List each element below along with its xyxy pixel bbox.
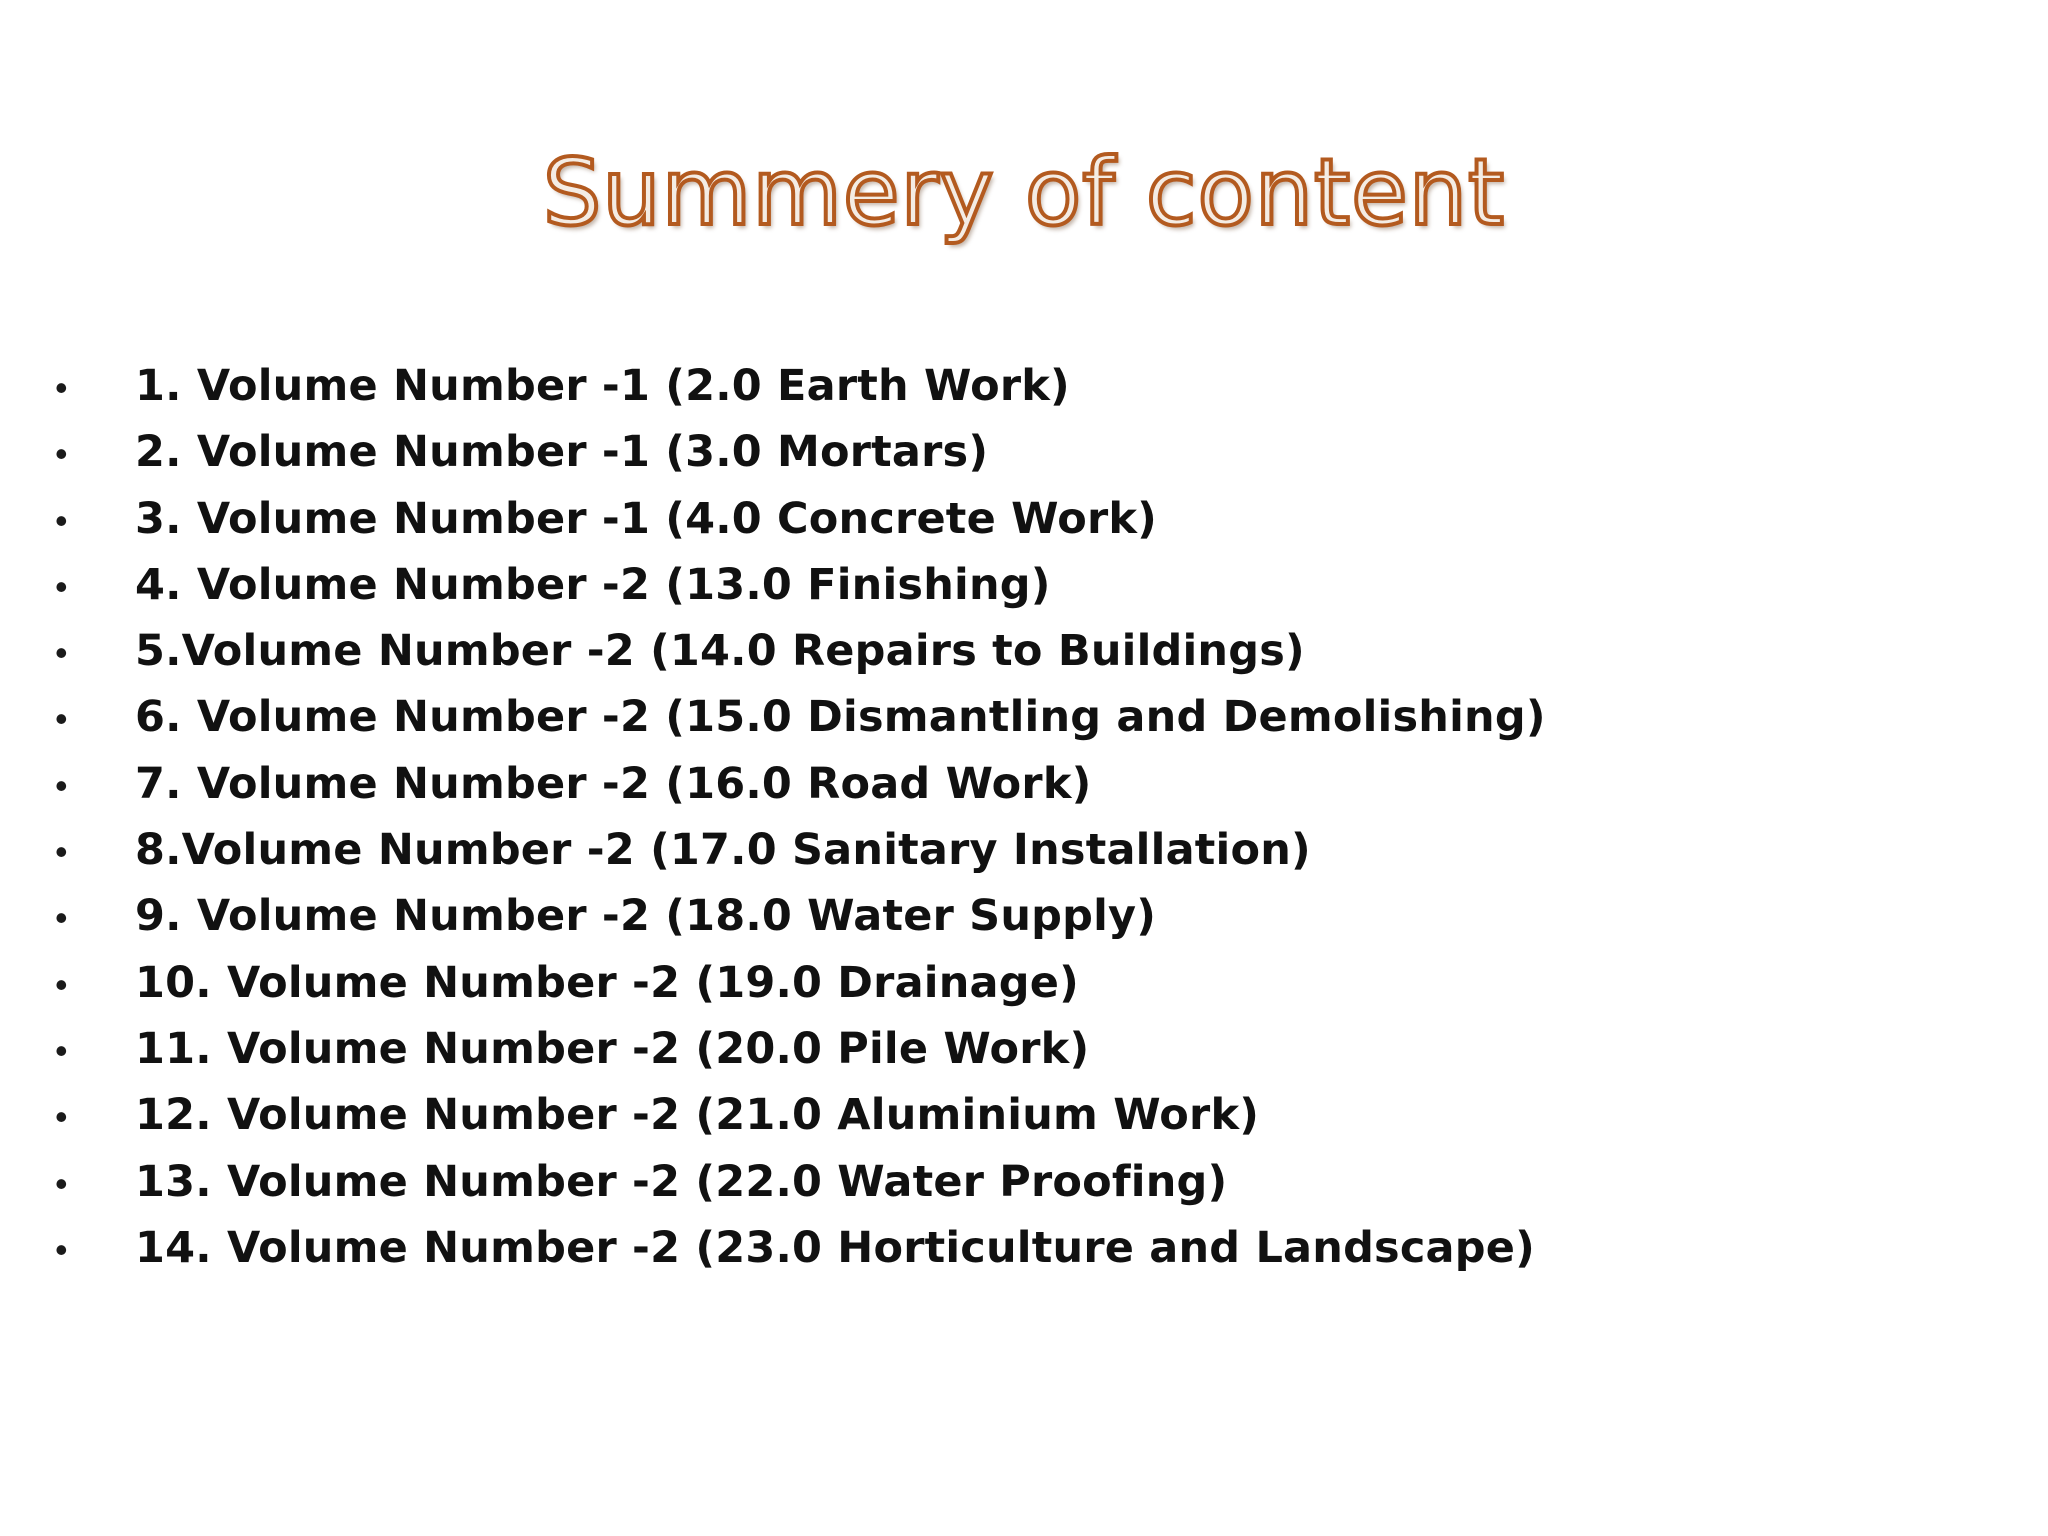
bullet-icon: • — [55, 963, 68, 1005]
list-item — [55, 883, 1546, 949]
bullet-icon: • — [55, 367, 68, 408]
list-item-text: 11. Volume Number -2 (20.0 Pile Work) — [135, 1023, 1090, 1074]
list-item-text: 8.Volume Number -2 (17.0 Sanitary Installation) — [135, 825, 1311, 876]
bullet-icon: • — [55, 632, 68, 674]
list-item-text: 10. Volume Number -2 (19.0 Drainage) — [135, 957, 1079, 1008]
list-item — [55, 817, 1546, 883]
list-item — [55, 486, 1546, 552]
bullet-icon: • — [55, 897, 68, 939]
list-item-text: 12. Volume Number -2 (21.0 Aluminium Work) — [135, 1090, 1260, 1141]
list-item-text: 2. Volume Number -1 (3.0 Mortars) — [135, 427, 989, 478]
bullet-icon: • — [55, 565, 68, 607]
list-item-text: 1. Volume Number -1 (2.0 Earth Work) — [135, 361, 1070, 411]
bullet-icon: • — [55, 433, 68, 475]
bullet-icon: • — [55, 1228, 68, 1270]
slide-title: Summery of content — [542, 139, 1506, 246]
list-item-text: 9. Volume Number -2 (18.0 Water Supply) — [135, 891, 1157, 942]
list-item — [55, 1215, 1546, 1281]
list-item — [55, 552, 1546, 618]
bullet-icon: • — [55, 499, 68, 541]
list-item-text: 5.Volume Number -2 (14.0 Repairs to Buildings) — [135, 626, 1305, 677]
list-item — [55, 751, 1546, 817]
list-item — [55, 1149, 1546, 1215]
list-item — [55, 353, 1546, 419]
list-item-text: 6. Volume Number -2 (15.0 Dismantling and Demolishing) — [135, 692, 1546, 743]
list-item — [55, 419, 1546, 485]
bullet-icon: • — [55, 831, 68, 873]
bullet-icon: • — [55, 1096, 68, 1138]
list-item-text: 4. Volume Number -2 (13.0 Finishing) — [135, 559, 1051, 610]
list-item — [55, 1016, 1546, 1082]
list-item — [55, 618, 1546, 684]
bullet-icon: • — [55, 1162, 68, 1204]
list-item — [55, 950, 1546, 1016]
list-item — [55, 1082, 1546, 1148]
bullet-icon: • — [55, 764, 68, 806]
list-item — [55, 684, 1546, 750]
content-list — [55, 353, 1546, 1281]
list-item-text: 13. Volume Number -2 (22.0 Water Proofing) — [135, 1156, 1228, 1207]
bullet-icon: • — [55, 1029, 68, 1071]
list-item-text: 3. Volume Number -1 (4.0 Concrete Work) — [135, 493, 1157, 544]
list-item-text: 7. Volume Number -2 (16.0 Road Work) — [135, 758, 1092, 809]
list-item-text: 14. Volume Number -2 (23.0 Horticulture and Landscape) — [135, 1222, 1535, 1273]
bullet-icon: • — [55, 698, 68, 740]
